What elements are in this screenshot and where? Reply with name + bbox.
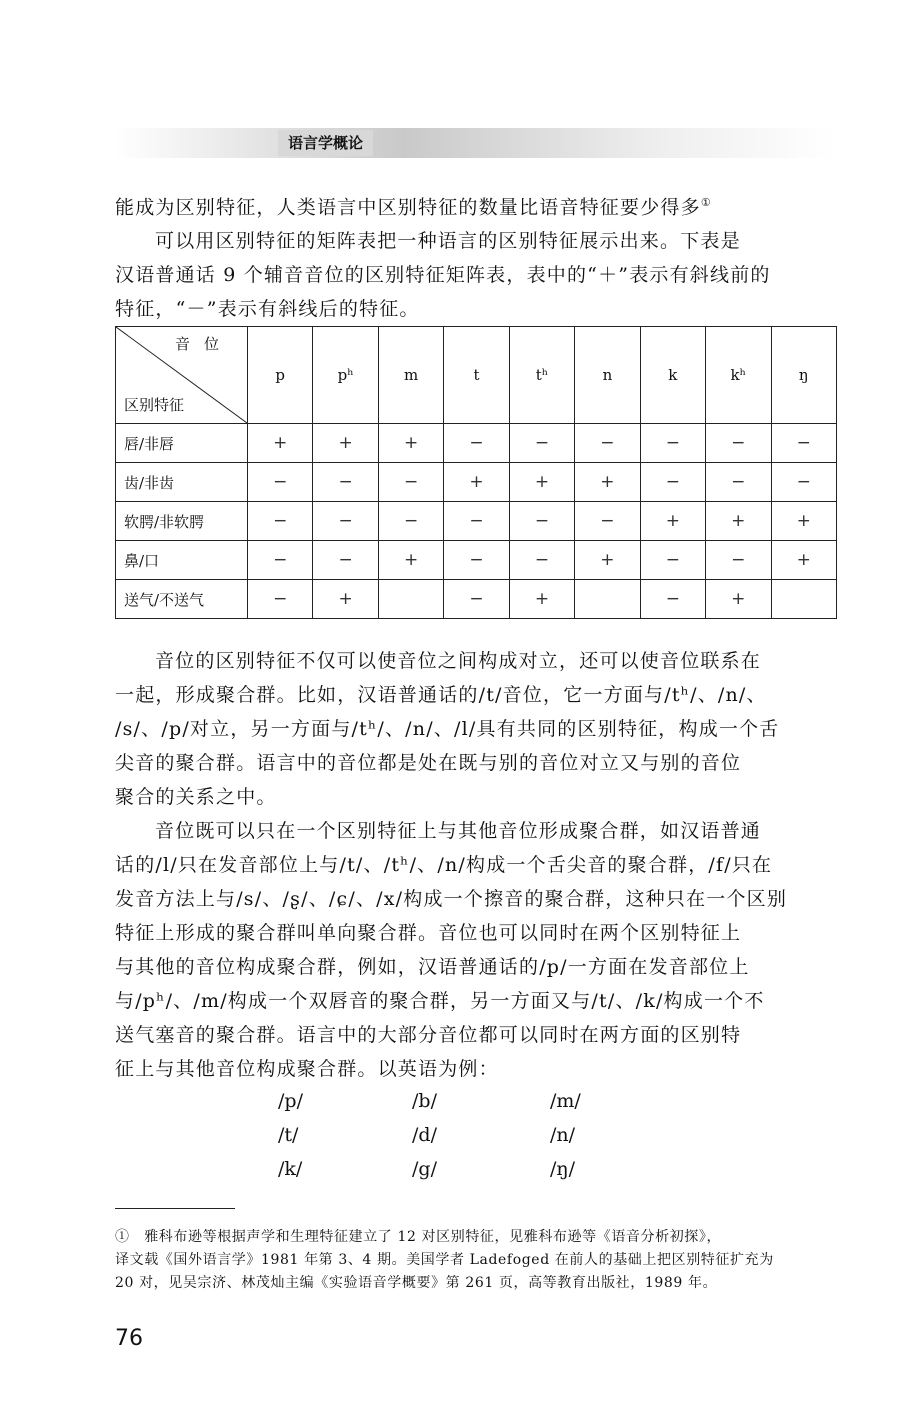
row-label: 送气/不送气 bbox=[116, 580, 248, 619]
table-cell: + bbox=[706, 580, 771, 619]
paragraph-4-line: 与其他的音位构成聚合群，例如，汉语普通话的/p/一方面在发音部位上 bbox=[115, 956, 750, 978]
footnote-line: 译文载《国外语言学》1981 年第 3、4 期。美国学者 Ladefoged 在前人的基础上把区别特征扩充为 bbox=[115, 1252, 774, 1268]
table-cell: − bbox=[640, 463, 705, 502]
table-cell bbox=[575, 580, 640, 619]
table-cell: − bbox=[640, 541, 705, 580]
row-label: 鼻/口 bbox=[116, 541, 248, 580]
table-cell: + bbox=[575, 463, 640, 502]
column-header: t bbox=[444, 327, 509, 424]
running-header-bar bbox=[115, 128, 835, 158]
table-cell: − bbox=[509, 424, 574, 463]
table-cell: − bbox=[771, 463, 837, 502]
paragraph-2 bbox=[115, 224, 837, 326]
table-row bbox=[116, 541, 837, 580]
phoneme: /g/ bbox=[412, 1158, 437, 1180]
column-header: n bbox=[575, 327, 640, 424]
row-label: 齿/非齿 bbox=[116, 463, 248, 502]
column-header: m bbox=[378, 327, 443, 424]
table-cell: + bbox=[771, 502, 837, 541]
table-cell: − bbox=[378, 502, 443, 541]
paragraph-3-line: /s/、/p/对立，另一方面与/tʰ/、/n/、/l/具有共同的区别特征，构成一个舌 bbox=[115, 718, 780, 740]
footnote-ref: ① bbox=[700, 196, 712, 209]
paragraph-4 bbox=[115, 814, 837, 1086]
phoneme-row bbox=[270, 1152, 650, 1186]
table-cell: − bbox=[313, 463, 378, 502]
column-header: p bbox=[248, 327, 313, 424]
table-cell: + bbox=[248, 424, 313, 463]
table-cell: + bbox=[640, 502, 705, 541]
paragraph-4-line: 与/pʰ/、/m/构成一个双唇音的聚合群，另一方面又与/t/、/k/构成一个不 bbox=[115, 990, 765, 1012]
footnote bbox=[115, 1226, 837, 1295]
table-cell: − bbox=[248, 541, 313, 580]
paragraph-2-line: 汉语普通话 9 个辅音音位的区别特征矩阵表，表中的“＋”表示有斜线前的 bbox=[115, 264, 771, 286]
phoneme: /m/ bbox=[550, 1090, 581, 1112]
running-header-title: 语言学概论 bbox=[278, 130, 373, 156]
table-cell bbox=[378, 580, 443, 619]
table-cell: − bbox=[640, 580, 705, 619]
phoneme: /p/ bbox=[278, 1090, 303, 1112]
paragraph-3-line: 尖音的聚合群。语言中的音位都是处在既与别的音位对立又与别的音位 bbox=[115, 752, 742, 774]
phoneme-row bbox=[270, 1118, 650, 1152]
table-cell: − bbox=[706, 541, 771, 580]
table-cell: − bbox=[313, 502, 378, 541]
table-cell: − bbox=[509, 541, 574, 580]
table-cell: − bbox=[575, 502, 640, 541]
phoneme: /n/ bbox=[550, 1124, 576, 1146]
paragraph-4-line: 特征上形成的聚合群叫单向聚合群。音位也可以同时在两个区别特征上 bbox=[115, 922, 742, 944]
table-cell: − bbox=[444, 424, 509, 463]
column-header: pʰ bbox=[313, 327, 378, 424]
paragraph-4-line: 音位既可以只在一个区别特征上与其他音位形成聚合群，如汉语普通 bbox=[155, 820, 762, 842]
phoneme: /b/ bbox=[412, 1090, 437, 1112]
table-cell: + bbox=[509, 580, 574, 619]
table-cell: − bbox=[706, 424, 771, 463]
table-cell: − bbox=[248, 502, 313, 541]
table-cell: + bbox=[509, 463, 574, 502]
footnote-divider bbox=[115, 1208, 235, 1209]
table-cell: − bbox=[509, 502, 574, 541]
feature-matrix-table bbox=[115, 326, 837, 619]
table-cell: − bbox=[444, 580, 509, 619]
phoneme: /k/ bbox=[278, 1158, 303, 1180]
footnote-line: ① 雅科布逊等根据声学和生理特征建立了 12 对区别特征，见雅科布逊等《语音分析初探》， bbox=[115, 1229, 722, 1245]
table-cell: − bbox=[575, 424, 640, 463]
table-cell: − bbox=[771, 424, 837, 463]
table-cell: − bbox=[378, 463, 443, 502]
table-cell: − bbox=[248, 463, 313, 502]
footnote-line: 20 对，见吴宗济、林茂灿主编《实验语音学概要》第 261 页，高等教育出版社，1989 年。 bbox=[115, 1275, 718, 1291]
column-header: tʰ bbox=[509, 327, 574, 424]
paragraph-3-line: 音位的区别特征不仅可以使音位之间构成对立，还可以使音位联系在 bbox=[155, 650, 762, 672]
table-cell: − bbox=[313, 541, 378, 580]
paragraph-3-line: 一起，形成聚合群。比如，汉语普通话的/t/音位，它一方面与/tʰ/、/n/、 bbox=[115, 684, 767, 706]
column-header: k bbox=[640, 327, 705, 424]
phoneme-row bbox=[270, 1084, 650, 1118]
paragraph-2-line: 可以用区别特征的矩阵表把一种语言的区别特征展示出来。下表是 bbox=[155, 230, 741, 252]
table-cell: + bbox=[313, 580, 378, 619]
table-cell: − bbox=[706, 463, 771, 502]
table-row bbox=[116, 502, 837, 541]
table-header-row bbox=[116, 327, 837, 424]
paragraph-1-line: 能成为区别特征，人类语言中区别特征的数量比语音特征要少得多 bbox=[115, 196, 701, 219]
table-row bbox=[116, 580, 837, 619]
paragraph-4-line: 发音方法上与/s/、/ʂ/、/ɕ/、/x/构成一个擦音的聚合群，这种只在一个区别 bbox=[115, 888, 788, 910]
table-cell bbox=[771, 580, 837, 619]
paragraph-4-line: 送气塞音的聚合群。语言中的大部分音位都可以同时在两方面的区别特 bbox=[115, 1024, 742, 1046]
table-cell: + bbox=[771, 541, 837, 580]
row-label: 唇/非唇 bbox=[116, 424, 248, 463]
table-cell: − bbox=[248, 580, 313, 619]
table-cell: + bbox=[313, 424, 378, 463]
table-cell: + bbox=[444, 463, 509, 502]
table-row bbox=[116, 463, 837, 502]
table-cell: + bbox=[378, 424, 443, 463]
table-cell: + bbox=[706, 502, 771, 541]
paragraph-4-line: 话的/l/只在发音部位上与/t/、/tʰ/、/n/构成一个舌尖音的聚合群，/f/只在 bbox=[115, 854, 773, 876]
table-corner-cell bbox=[116, 327, 248, 424]
paragraph-3 bbox=[115, 644, 837, 814]
table-row bbox=[116, 424, 837, 463]
table-cell: − bbox=[444, 541, 509, 580]
phoneme: /d/ bbox=[412, 1124, 437, 1146]
column-header: ŋ bbox=[771, 327, 837, 424]
paragraph-1 bbox=[115, 186, 837, 224]
page-number: 76 bbox=[115, 1326, 143, 1351]
paragraph-4-line: 征上与其他音位构成聚合群。以英语为例： bbox=[115, 1058, 499, 1080]
table-cell: − bbox=[444, 502, 509, 541]
corner-bottom-label: 区别特征 bbox=[124, 396, 185, 414]
table-cell: − bbox=[640, 424, 705, 463]
table-cell: + bbox=[575, 541, 640, 580]
corner-top-label: 音位 bbox=[174, 335, 233, 353]
phoneme: /t/ bbox=[278, 1124, 299, 1146]
paragraph-2-line: 特征，“－”表示有斜线后的特征。 bbox=[115, 298, 420, 320]
paragraph-3-line: 聚合的关系之中。 bbox=[115, 786, 277, 808]
phoneme: /ŋ/ bbox=[550, 1158, 576, 1180]
column-header: kʰ bbox=[706, 327, 771, 424]
table-cell: + bbox=[378, 541, 443, 580]
row-label: 软腭/非软腭 bbox=[116, 502, 248, 541]
